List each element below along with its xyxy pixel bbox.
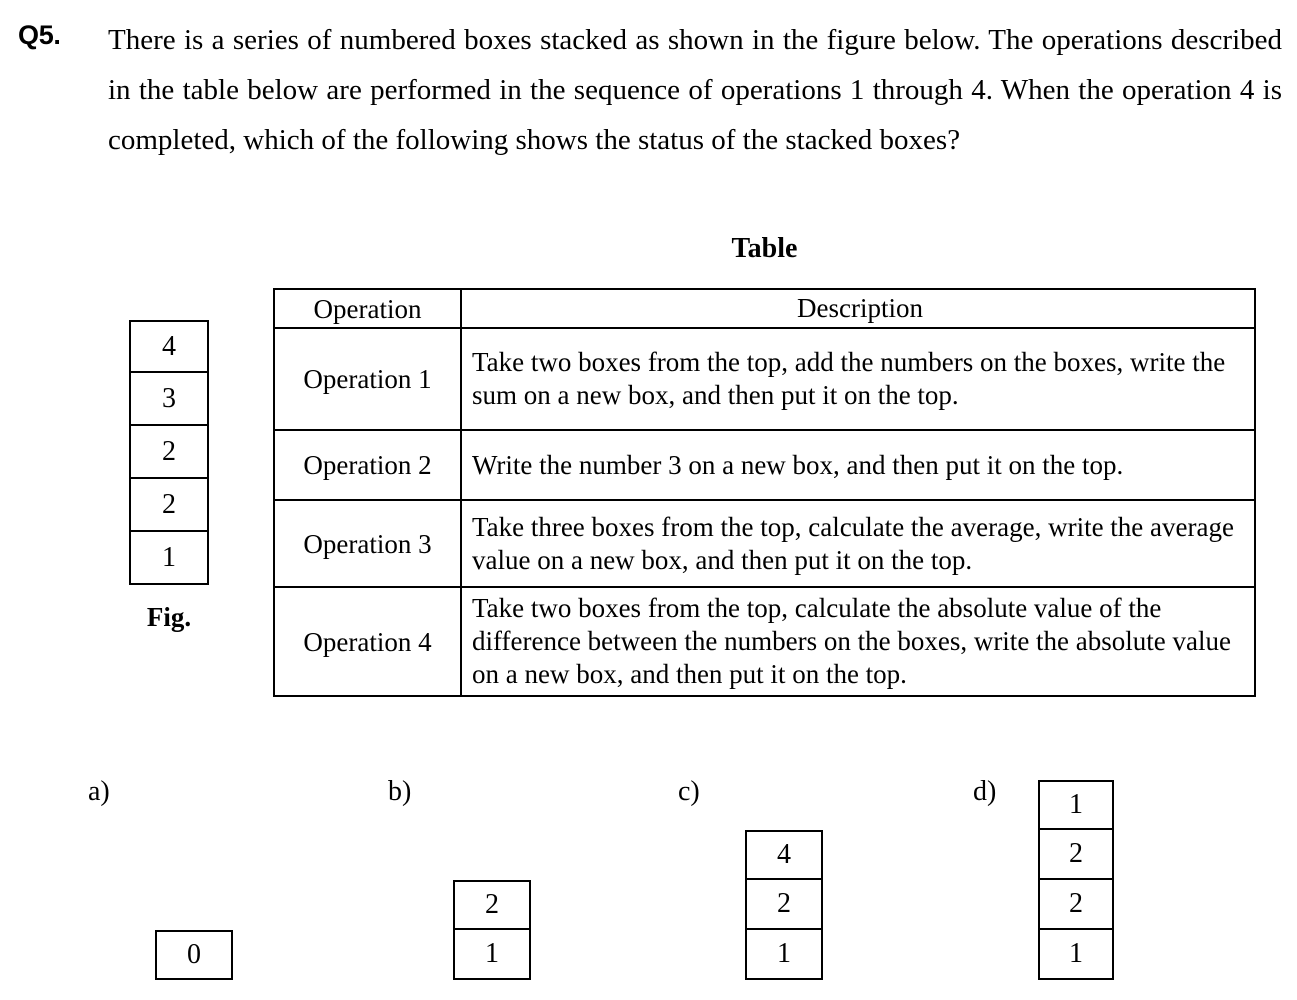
option-box: 2 [1038,880,1114,930]
table-caption: Table [731,233,798,264]
cell-operation-name: Operation 2 [274,430,461,500]
cell-operation-name: Operation 3 [274,500,461,587]
table-header-row [274,289,1255,328]
option-box: 1 [745,930,823,980]
question-number: Q5. [18,20,61,50]
option-c-label[interactable]: c) [678,776,700,807]
cell-operation-name: Operation 4 [274,587,461,696]
figure-caption: Fig. [146,602,192,632]
table-row [274,328,1255,430]
table-row [274,430,1255,500]
operations-table-head [274,289,1255,328]
option-box: 2 [745,880,823,930]
table-row [274,500,1255,587]
option-box: 1 [1038,930,1114,980]
option-box: 4 [745,830,823,880]
option-b-box-stack[interactable] [453,880,531,980]
option-b-label[interactable]: b) [388,776,412,807]
cell-operation-description: Take two boxes from the top, add the numbers on the boxes, write the sum on a new box, and then put it on the top. [461,328,1255,430]
figure-box: 3 [129,373,209,426]
option-d-label[interactable]: d) [973,776,997,807]
option-c-box-stack[interactable] [745,830,823,980]
cell-operation-description: Take three boxes from the top, calculate the average, write the average value on a new box, and then put it on the top. [461,500,1255,587]
operations-table-body [274,328,1255,696]
operations-table [273,288,1256,697]
option-box: 2 [1038,830,1114,880]
option-box: 1 [453,930,531,980]
column-header-operation: Operation [274,289,461,328]
option-box: 1 [1038,780,1114,830]
figure-box-stack [129,320,209,585]
figure-box: 4 [129,320,209,373]
option-box: 2 [453,880,531,930]
option-a-label[interactable]: a) [88,776,110,807]
option-box: 0 [155,930,233,980]
table-row [274,587,1255,696]
cell-operation-description: Write the number 3 on a new box, and then put it on the top. [461,430,1255,500]
option-d-box-stack[interactable] [1038,780,1114,980]
cell-operation-description: Take two boxes from the top, calculate the absolute value of the difference between the numbers on the boxes, write the absolute value on a new box, and then put it on the top. [461,587,1255,696]
question-text: There is a series of numbered boxes stacked as shown in the figure below. The operations described in the table below are performed in the sequence of operations 1 through 4. When the operation 4 is completed, which of the following shows the status of the stacked boxes? [108,24,1282,156]
cell-operation-name: Operation 1 [274,328,461,430]
option-a-box-stack[interactable] [155,930,233,980]
figure-box: 1 [129,532,209,585]
figure-box: 2 [129,479,209,532]
figure-box: 2 [129,426,209,479]
column-header-description: Description [461,289,1255,328]
